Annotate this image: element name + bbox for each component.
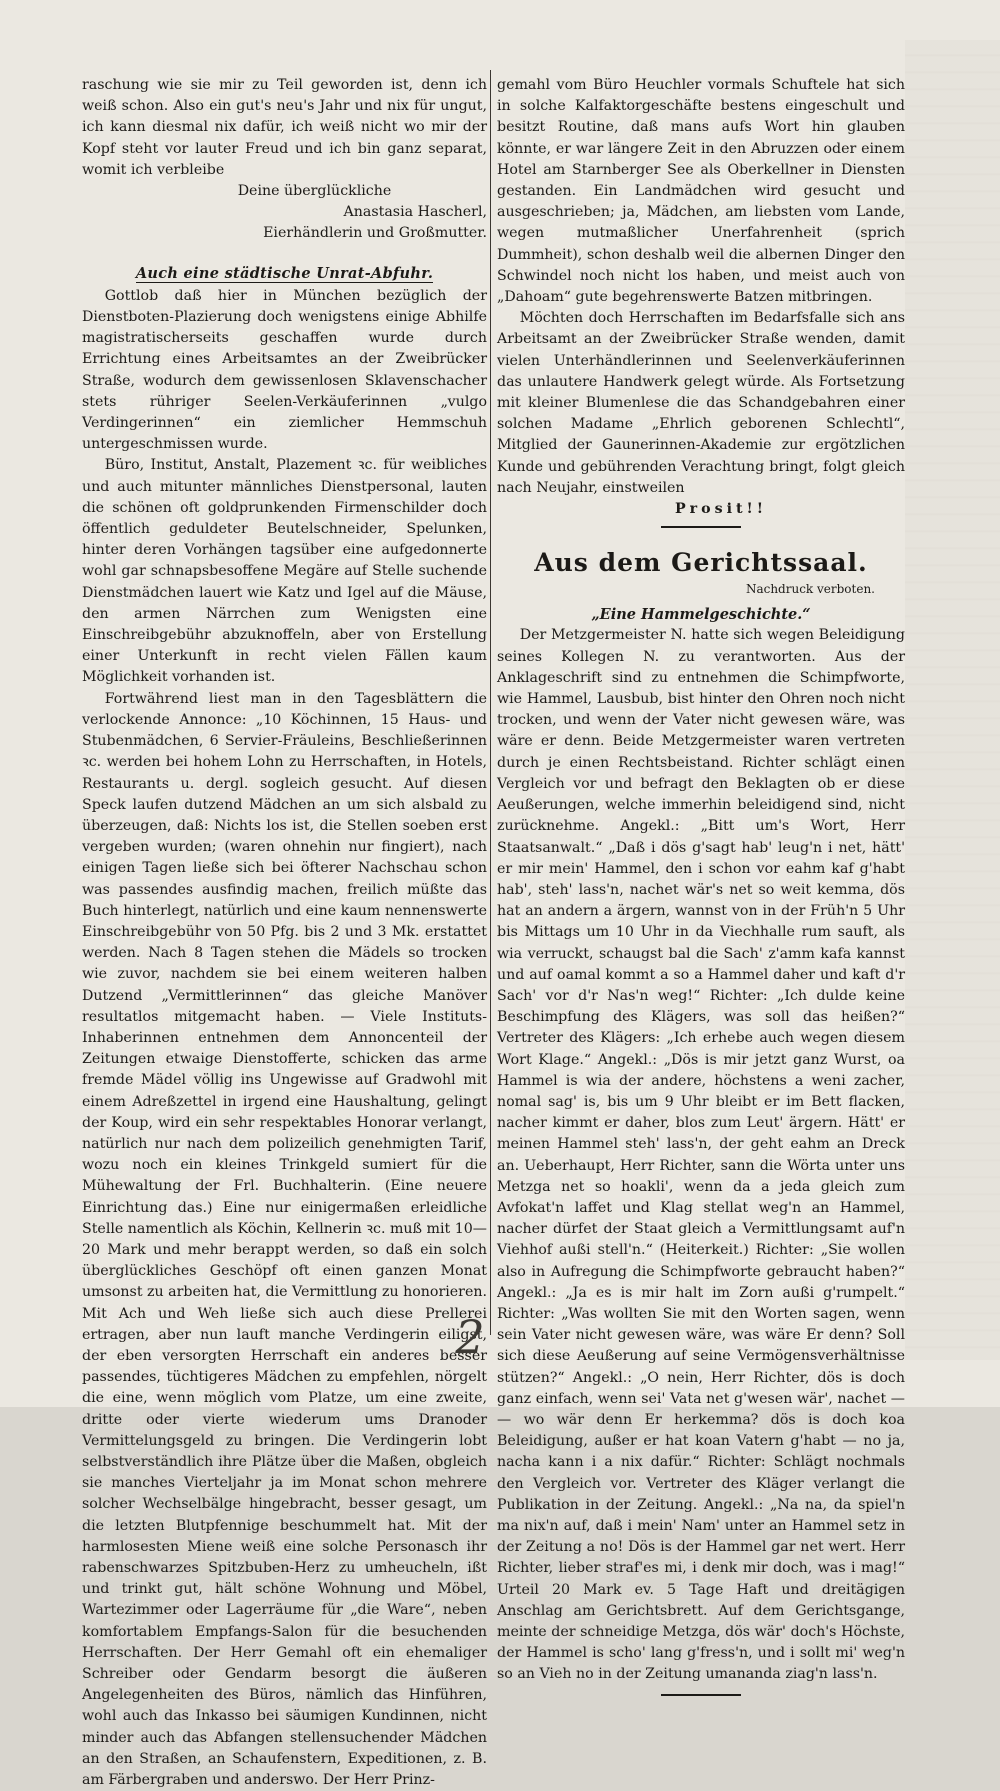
prosit-line: Prosit!!	[675, 501, 767, 518]
story-text: Der Metzgermeister N. hatte sich wegen Beleidigung seines Kollegen N. zu verantworten. Aus der Anklageschrift sind zu entnehmen die Schimpfworte, wie Hammel, Lausbub, bist hinter den Ohren noch nicht trocken, und wenn der Vater nicht gewesen wäre, was wäre er denn. Beide Metzgermeister waren vertreten durch je einen Rechtsbeistand. Richter schlägt einen Vergleich vor und befragt den Beklagten ob er diese Aeußerungen, welche immerhin beleidigend sind, nicht zurücknehme. Angekl.: „Bitt um's Wort, Herr Staatsanwalt.“ „Daß i dös g'sagt hab' leug'n i net, hätt' er mir mein' Hammel, den i schon vor eahm kaf g'habt hab', steh' lass'n, nachet wär's net so weit kemma, dös hat an andern a ärgern, wannst von in der Früh'n 5 Uhr bis Mittags um 10 Uhr in da Viechhalle rum sauft, als wia verruckt, schaugst bal die Sach' z'amm kafa kannst und auf oamal kommt a so a Hammel daher und kaft d'r Sach' vor d'r Nas'n weg!“ Richter: „Ich dulde keine Beschimpfung des Klägers, was soll das heißen?“ Vertreter des Klägers: „Ich erhebe auch wegen diesem Wort Klage.“ Angekl.: „Dös is mir jetzt ganz Wurst, oa Hammel is wia der andere, höchstens a weni zacher, nomal sag' is, bis um 9 Uhr bleibt er im Bett flacken, nacher kimmt er daher, blos zum Leut' ärgern. Hätt' er meinen Hammel steh' lass'n, der geht eahm an Dreck an. Ueberhaupt, Herr Richter, sann die Wörta unter uns Metzga net so hoakli', wenn da a jeda gleich zum Avfokat'n laffet und Klag stellat weg'n an Hammel, nacher dürfet der Staat gleich a Vermittlungsamt auf'n Viehhof außi stell'n.“ (Heiterkeit.) Richter: „Sie wollen also in Aufregung die Schimpfworte gebraucht haben?“ Angekl.: „Ja es is mir halt im Zorn außi g'rumpelt.“ Richter: „Was wollten Sie mit den Worten sagen, wenn sein Vater nicht gewesen wäre, was wäre Er denn? Soll sich diese Aeußerung auf seine Vermögensverhältnisse stützen?“ Angekl.: „O nein, Herr Richter, dös is doch ganz einfach, wenn sei' Vata net g'wesen wär', nachet — — wo wär denn Er herkemma? dös is doch koa Beleidigung, außer er hat koan Vatern g'habt — no ja, nacha kann i a nix dafür.“ Richter: Schlägt nochmals den Vergleich vor. Vertreter des Kläger verlangt die Publikation in der Zeitung. Angekl.: „Na na, da spiel'n ma nix'n auf, daß i mein' Nam' unter an Hammel setz in der Zeitung a no! Dös is der Hammel gar net wert. Herr Richter, lieber straf'es mi, i denk mir doch, was i mag!“ Urteil 20 Mark ev. 5 Tage Haft und dreitägigen Anschlag am Gerichtsbrett. Auf dem Gerichtsgange, meinte der schneidige Metzga, dös wär' doch's Höchste, der Hammel is scho' lang g'fress'n, und i sollt mi' weg'n so an Vieh no in der Zeitung umananda ziag'n lass'n.	[497, 627, 905, 1683]
letter-ending: raschung wie sie mir zu Teil geworden ist, denn ich weiß schon. Also ein gut's neu's Jahr und nix für ungut, ich kann diesmal nix dafür, ich weiß nicht wo mir der Kopf steht vor lauter Freud und ich bin ganz separat, womit ich verbleibe	[82, 77, 487, 178]
story-title: „Eine Hammelgeschichte.“	[591, 606, 811, 624]
left-column	[82, 75, 487, 1791]
article-paragraph: Gottlob daß hier in München bezüglich der Dienstboten-Plazierung doch wenigstens einige Abhilfe magistratischerseits geschaffen wurde durch Errichtung eines Arbeitsamtes an der Zweibrücker Straße, wodurch dem gewissenlosen Sklavenschacher stets rühriger Seelen-Verkäuferinnen „vulgo Verdingerinnen“ ein ziemlicher Hemmschuh untergeschmissen wurde.	[82, 287, 487, 453]
letter-signature-role: Eierhändlerin und Großmutter.	[263, 225, 487, 242]
article-heading: Auch eine städtische Unrat-Abfuhr.	[135, 264, 434, 282]
article-paragraph: Büro, Institut, Anstalt, Plazement ꝛc. für weibliches und auch mitunter männliches Dienstpersonal, lauten die schönen oft goldprunkenden Firmenschilder doch öffentlich geduldeter Beutelschneider, Spelunken, hinter deren Vorhängen tagsüber eine aufgedonnerte wohl gar schnapsbesoffene Megäre auf Stelle suchende Dienstmädchen lauert wie Katz und Igel auf die Mäuse, den armen Närrchen zum Wenigsten eine Einschreibgebühr abzuknoffeln, aber von Erstellung einer Unterkunft in recht vielen Fällen kaum Möglichkeit vorhanden ist.	[82, 457, 487, 686]
handwritten-page-number: 2	[455, 1310, 485, 1364]
article-paragraph: Fortwährend liest man in den Tagesblättern die verlockende Annonce: „10 Köchinnen, 15 Haus- und Stubenmädchen, 6 Servier-Fräuleins, Beschließerinnen ꝛc. werden bei hohem Lohn zu Herrschaften, in Hotels, Restaurants u. dergl. sogleich gesucht. Auf diesen Speck laufen dutzend Mädchen an um sich alsbald zu überzeugen, daß: Nichts los ist, die Stellen soeben erst vergeben wurden; (waren ohnehin nur fingiert), nach einigen Tagen ließe sich bei öfterer Nachschau schon was passendes ausfindig machen, freilich müßte das Buch hinterlegt, natürlich und eine kaum nennenswerte Einschreibgebühr von 50 Pfg. bis 2 und 3 Mk. erstattet werden. Nach 8 Tagen stehen die Mädels so trocken wie zuvor, nachdem sie bei einem weiteren halben Dutzend „Vermittlerinnen“ das gleiche Manöver resultatlos mitgemacht haben. — Viele Instituts-Inhaberinnen entnehmen dem Annoncenteil der Zeitungen etwaige Dienstofferte, schicken das arme fremde Mädel völlig ins Ungewisse auf Gradwohl mit einem Adreßzettel in irgend eine Haushaltung, gelingt der Koup, wird ein sehr respektables Honorar verlangt, natürlich nur nach dem polizeilich genehmigten Tarif, wozu noch ein kleines Trinkgeld sumiert für die Mühewaltung der Frl. Buchhalterin. (Eine neuere Einrichtung das.) Eine nur einigermaßen erleidliche Stelle namentlich als Köchin, Kellnerin ꝛc. muß mit 10—20 Mark und mehr berappt werden, so daß ein solch überglückliches Geschöpf oft einen ganzen Monat umsonst zu arbeiten hat, die Vermittlung zu honorieren. Mit Ach und Weh ließe sich auch diese Prellerei ertragen, aber nun lauft manche Verdingerin eiligst, der eben versorgten Herrschaft ein anderes besser passendes, tüchtigeres Mädchen zu empfehlen, nörgelt die eine, wenn möglich vom Platze, um eine zweite, dritte oder vierte wiederum ums Dranoder Vermittelungsgeld zu bringen. Die Verdingerin lobt selbstverständlich ihre Plätze über die Maßen, obgleich sie manches Vierteljahr ja im Monat schon mehrere solcher Wechselbälge hingebracht, besser gesagt, um die letzten Blutpfennige beschummelt hat. Mit der harmlosesten Miene weiß eine solche Personasch ihr rabenschwarzes Spitzbuben-Herz zu umheucheln, ißt und trinkt gut, hält schöne Wohnung und Möbel, Wartezimmer oder Lagerräume für „die Ware“, neben komfortablem Empfangs-Salon für die besuchenden Herrschaften. Der Herr Gemahl oft ein ehemaliger Schreiber oder Gendarm besorgt die äußeren Angelegenheiten des Büros, nämlich das Hinführen, wohl auch das Inkasso bei säumigen Kundinnen, nicht minder auch das Abfangen stellensuchender Mädchen an den Straßen, an Schaufenstern, Expeditionen, z. B. am Färbergraben und anderswo. Der Herr Prinz-	[82, 690, 487, 1789]
letter-closing: Deine überglückliche	[237, 183, 392, 200]
column-divider	[490, 70, 491, 1335]
letter-signature-name: Anastasia Hascherl,	[343, 204, 487, 221]
bleed-through-margin	[905, 40, 1000, 1360]
separator-rule	[661, 526, 741, 528]
end-rule	[661, 1694, 741, 1696]
article-paragraph: gemahl vom Büro Heuchler vormals Schuftele hat sich in solche Kalfaktorgeschäfte bestens eingeschult und besitzt Routine, daß mans aufs Wort hin glauben könnte, er war längere Zeit in den Abruzzen oder einem Hotel am Starnberger See als Oberkellner in Diensten gestanden. Ein Landmädchen wird gesucht und ausgeschrieben; ja, Mädchen, am liebsten vom Lande, wegen mutmaßlicher Unerfahrenheit (sprich Dummheit), schon deshalb weil die albernen Dinger den Schwindel noch nicht los haben, und meist auch von „Dahoam“ gute begehrenswerte Batzen mitbringen.	[497, 77, 905, 306]
reprint-note: Nachdruck verboten.	[745, 582, 875, 597]
section-title: Aus dem Gerichtssaal.	[534, 548, 868, 578]
article-paragraph: Möchten doch Herrschaften im Bedarfsfalle sich ans Arbeitsamt an der Zweibrücker Straße wenden, damit vielen Unterhändlerinnen und Seelenverkäuferinnen das unlautere Handwerk gelegt würde. Als Fortsetzung mit kleiner Blumenlese die das Schandgebahren einer solchen Madame „Ehrlich geborenen Schlechtl“, Mitglied der Gaunerinnen-Akademie zur ergötzlichen Kunde und gebührenden Verachtung bringt, folgt gleich nach Neujahr, einstweilen	[497, 310, 905, 496]
right-column	[497, 75, 905, 1696]
